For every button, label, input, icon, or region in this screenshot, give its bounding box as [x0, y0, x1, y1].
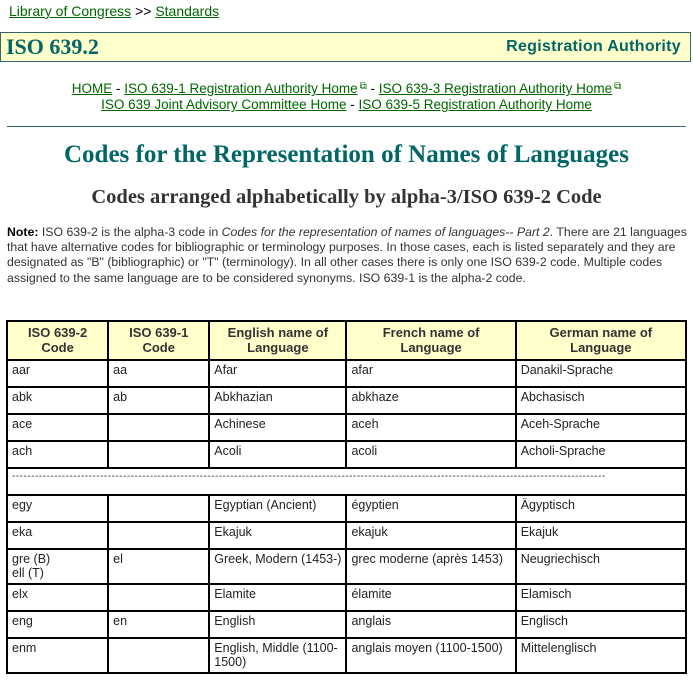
language-codes-table: [6, 320, 687, 674]
table-body-bottom: [7, 495, 686, 673]
cell-english: English, Middle (1100-1500): [209, 638, 346, 673]
note-title-emphasis: Codes for the representation of names of languages-- Part 2: [221, 225, 550, 239]
cell-english: Afar: [209, 360, 346, 387]
cell-german: Acholi-Sprache: [516, 441, 686, 468]
header-german: German name of Language: [516, 321, 686, 360]
table-row: [7, 549, 686, 584]
table-row: [7, 360, 686, 387]
table-row: [7, 584, 686, 611]
cell-iso6392: aar: [7, 360, 108, 387]
nav-dash: -: [370, 81, 376, 96]
breadcrumb-separator: >>: [135, 3, 152, 19]
cell-french: ekajuk: [346, 522, 515, 549]
registration-authority-banner: [0, 32, 691, 62]
cell-iso6391: aa: [108, 360, 209, 387]
cell-french: anglais moyen (1100-1500): [346, 638, 515, 673]
table-header-row: [7, 321, 686, 360]
nav-iso6393-link[interactable]: ISO 639-3 Registration Authority Home: [378, 81, 613, 96]
cell-german: Mittelenglisch: [516, 638, 686, 673]
nav-home-link[interactable]: HOME: [71, 81, 113, 96]
nav-dash: -: [350, 97, 355, 112]
cell-iso6391: [108, 414, 209, 441]
breadcrumb: [9, 3, 219, 19]
cell-french: aceh: [346, 414, 515, 441]
cell-iso6392: ach: [7, 441, 108, 468]
cell-iso6391: [108, 522, 209, 549]
external-link-icon: ⧉: [359, 81, 367, 92]
external-link-icon: ⧉: [614, 81, 622, 92]
cell-german: Danakil-Sprache: [516, 360, 686, 387]
cell-iso6392: eng: [7, 611, 108, 638]
nav-iso6391-link[interactable]: ISO 639-1 Registration Authority Home: [124, 81, 358, 96]
cell-english: Ekajuk: [209, 522, 346, 549]
cell-german: Englisch: [516, 611, 686, 638]
breadcrumb-standards[interactable]: Standards: [155, 3, 220, 19]
cell-german: Ekajuk: [516, 522, 686, 549]
iso-6392-title: ISO 639.2: [6, 34, 99, 59]
cell-iso6391: [108, 584, 209, 611]
cell-iso6391: [108, 495, 209, 522]
note-paragraph: [7, 225, 687, 286]
cell-iso6392: abk: [7, 387, 108, 414]
note-text-1: ISO 639-2 is the alpha-3 code in: [38, 225, 222, 239]
cell-french: afar: [346, 360, 515, 387]
cell-french: grec moderne (après 1453): [346, 549, 515, 584]
divider: [7, 126, 686, 127]
cell-german: Elamisch: [516, 584, 686, 611]
table-row: [7, 522, 686, 549]
cell-english: Greek, Modern (1453-): [209, 549, 346, 584]
nav-links-row-2: [0, 97, 693, 112]
table-row: [7, 387, 686, 414]
table-gap-row: [7, 468, 686, 495]
cell-iso6392: eka: [7, 522, 108, 549]
table-row: [7, 611, 686, 638]
breadcrumb-library-of-congress[interactable]: Library of Congress: [9, 3, 132, 19]
page-subtitle: Codes arranged alphabetically by alpha-3/ISO 639-2 Code: [91, 186, 602, 208]
cell-iso6392: ace: [7, 414, 108, 441]
cell-iso6392: gre (B) ell (T): [7, 549, 108, 584]
cell-english: Egyptian (Ancient): [209, 495, 346, 522]
table-row: [7, 638, 686, 673]
cell-german: Ägyptisch: [516, 495, 686, 522]
cell-french: égyptien: [346, 495, 515, 522]
gap-dashes: -----------------------------------------------------------------------------------------------------------------------------------------------------------: [12, 471, 606, 482]
cell-iso6391: [108, 638, 209, 673]
table-body-top: [7, 360, 686, 468]
cell-french: acoli: [346, 441, 515, 468]
nav-iso6395-link[interactable]: ISO 639-5 Registration Authority Home: [358, 97, 592, 112]
header-iso6391: ISO 639-1 Code: [108, 321, 209, 360]
cell-iso6391: [108, 441, 209, 468]
header-iso6392: ISO 639-2 Code: [7, 321, 108, 360]
cell-english: Acoli: [209, 441, 346, 468]
cell-english: Achinese: [209, 414, 346, 441]
table-row: [7, 414, 686, 441]
cell-german: Neugriechisch: [516, 549, 686, 584]
cell-english: Abkhazian: [209, 387, 346, 414]
cell-french: abkhaze: [346, 387, 515, 414]
cell-english: English: [209, 611, 346, 638]
note-text-2: . There are 21 languages that have alternative codes for bibliographic or terminology purposes. In those cases, each is listed separately and they are designated as "B" (bibliographic) or "T" (terminology). In all other cases there is only one ISO 639-2 code. Multiple codes assigned to the same language are to be considered synonyms. ISO 639-1 is the alpha-2 code.: [7, 225, 687, 285]
cell-french: élamite: [346, 584, 515, 611]
nav-dash: -: [115, 81, 121, 96]
table-row: [7, 495, 686, 522]
header-french: French name of Language: [346, 321, 515, 360]
note-label: Note:: [7, 225, 39, 239]
cell-iso6391: en: [108, 611, 209, 638]
nav-links-row-1: [0, 81, 693, 96]
table-row: [7, 441, 686, 468]
cell-iso6391: el: [108, 549, 209, 584]
cell-german: Aceh-Sprache: [516, 414, 686, 441]
cell-english: Elamite: [209, 584, 346, 611]
nav-jac-link[interactable]: ISO 639 Joint Advisory Committee Home: [101, 97, 347, 112]
cell-iso6392: enm: [7, 638, 108, 673]
cell-iso6392: egy: [7, 495, 108, 522]
cell-iso6392: elx: [7, 584, 108, 611]
header-english: English name of Language: [209, 321, 346, 360]
cell-iso6391: ab: [108, 387, 209, 414]
cell-french: anglais: [346, 611, 515, 638]
page-title: Codes for the Representation of Names of Languages: [63, 141, 629, 168]
cell-german: Abchasisch: [516, 387, 686, 414]
registration-authority-label: Registration Authority: [506, 38, 681, 55]
